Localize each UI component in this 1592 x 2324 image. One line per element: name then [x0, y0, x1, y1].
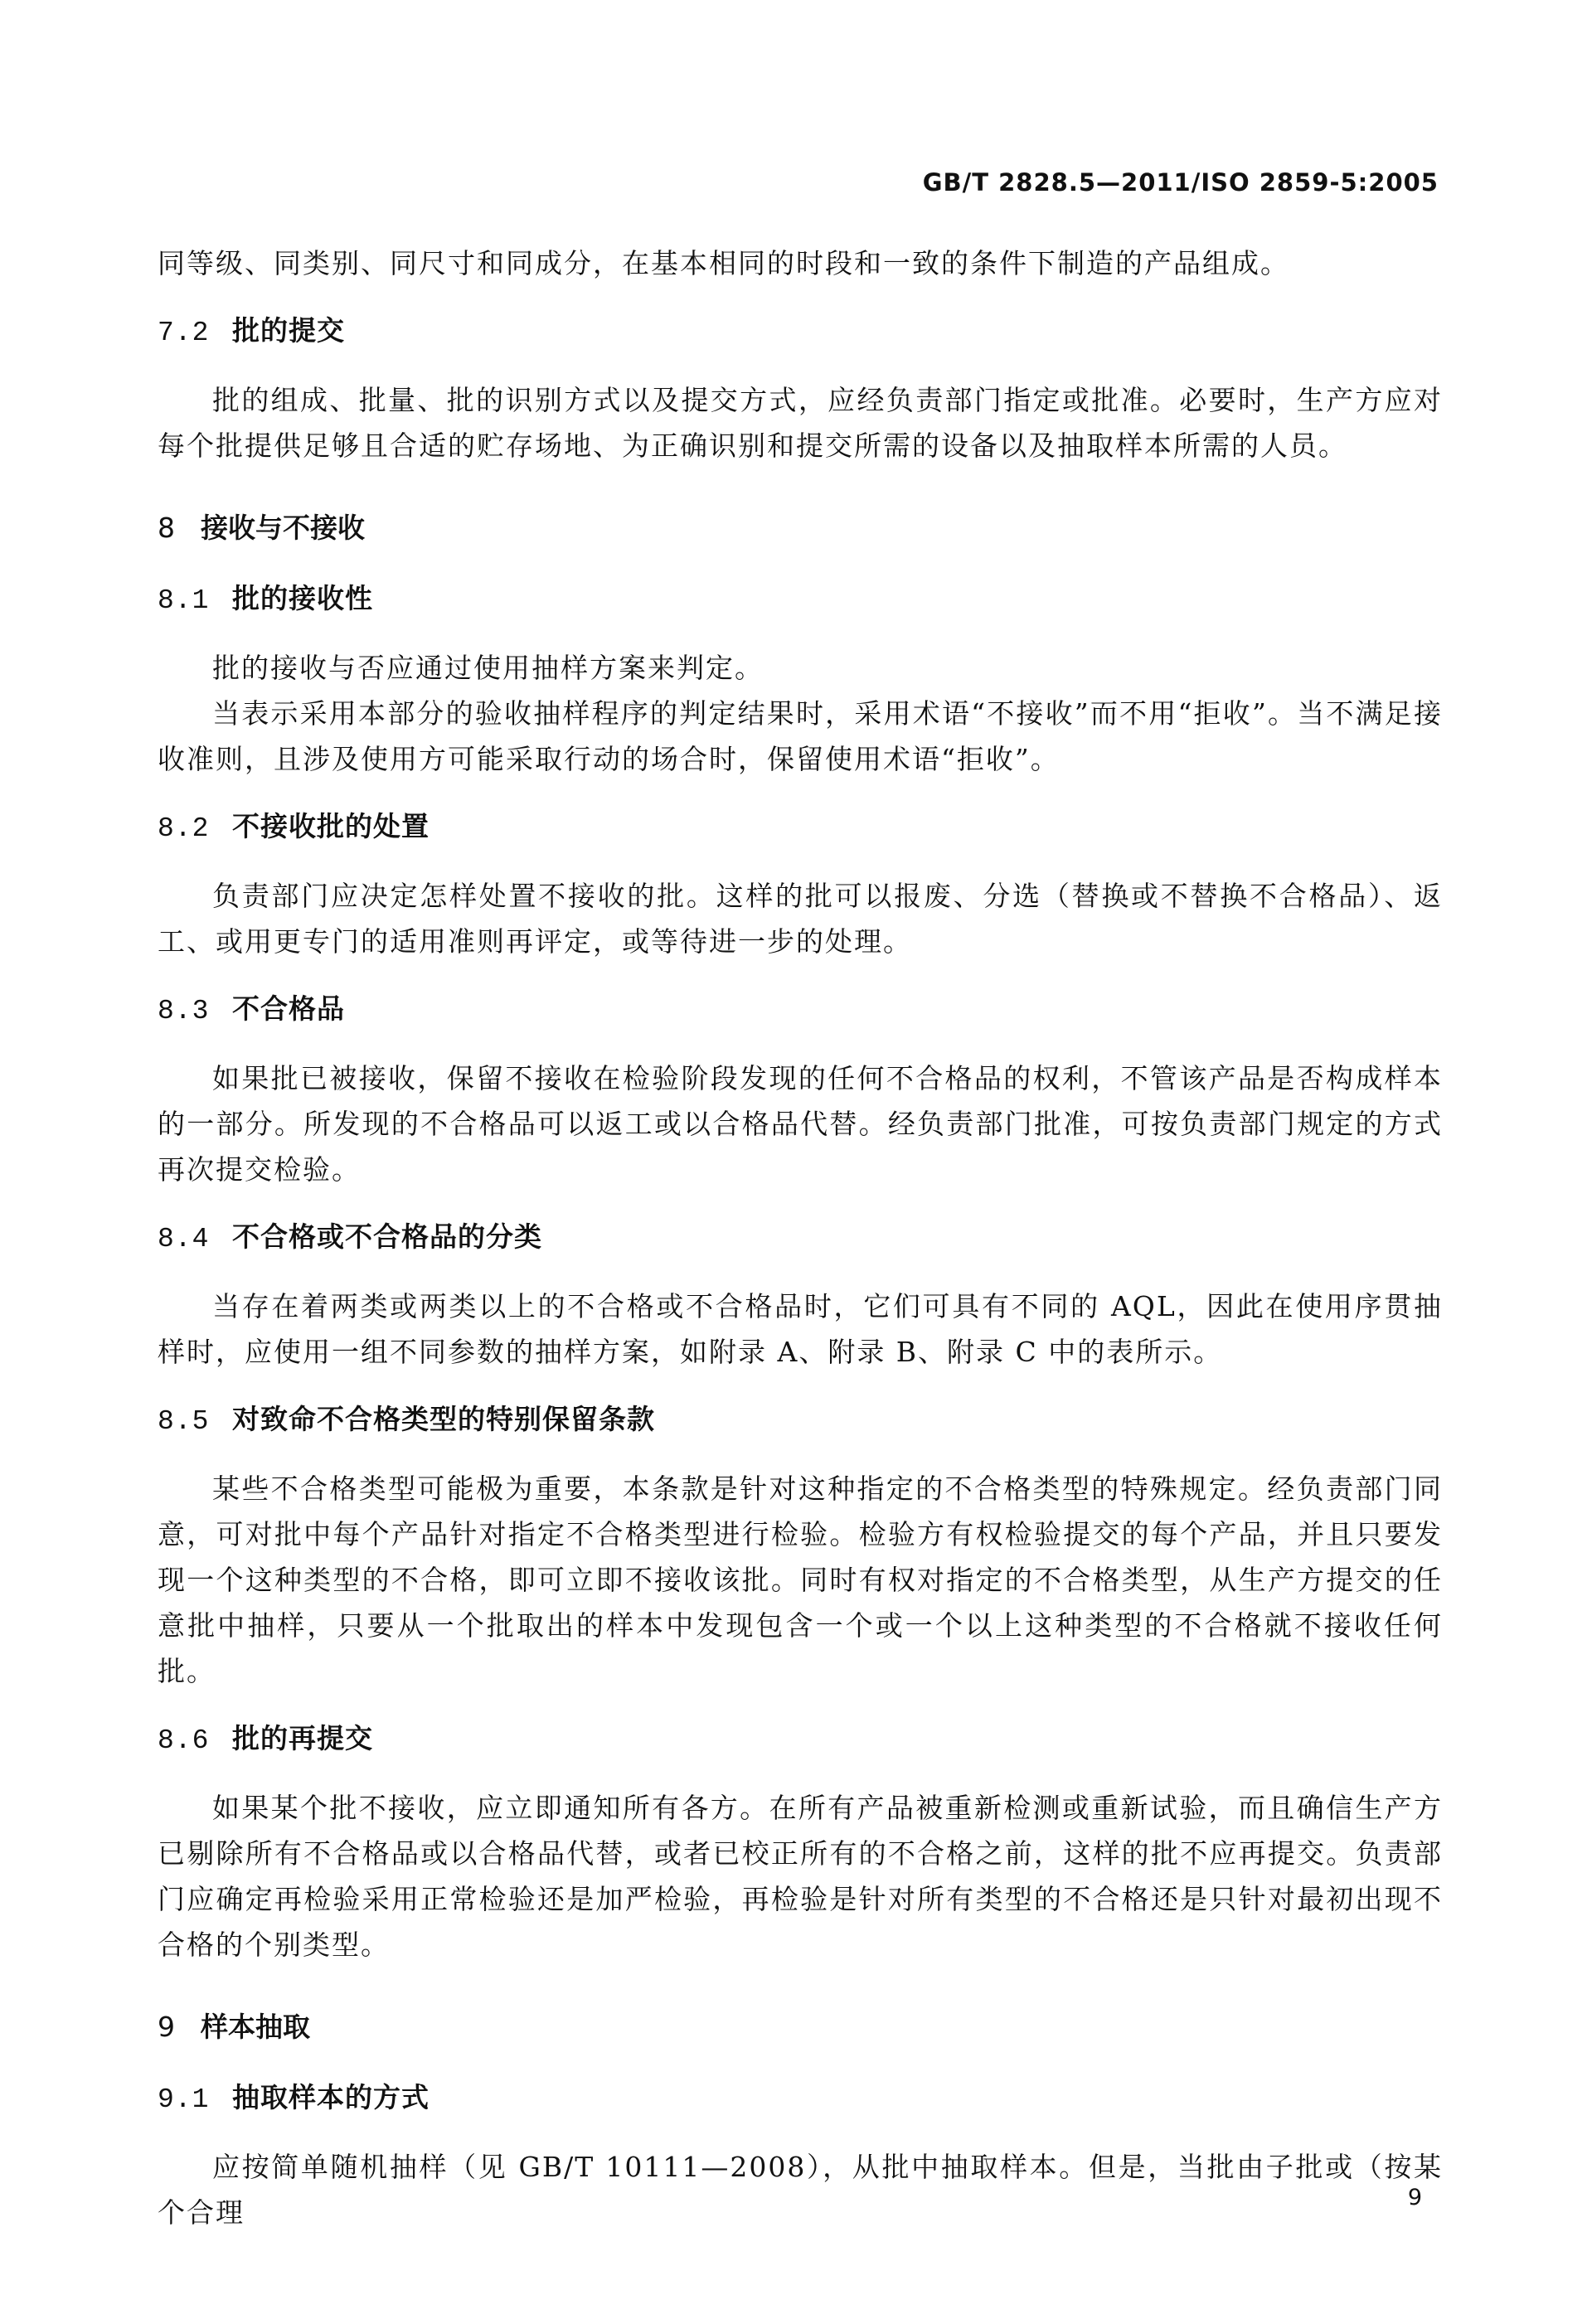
section-8-3-paragraph: 如果批已被接收，保留不接收在检验阶段发现的任何不合格品的权利，不管该产品是否构成样本的一部分。所发现的不合格品可以返工或以合格品代替。经负责部门批准，可按负责部门规定的方式再次提交检验。: [158, 1062, 1443, 1186]
intro-paragraph: 同等级、同类别、同尺寸和同成分，在基本相同的时段和一致的条件下制造的产品组成。: [158, 247, 1289, 279]
section-9-1-heading: 9.1 抽取样本的方式: [158, 2081, 430, 2115]
section-8-4-paragraph: 当存在着两类或两类以上的不合格或不合格品时，它们可具有不同的 AQL，因此在使用序贯抽样时，应使用一组不同参数的抽样方案，如附录 A、附录 B、附录 C 中的表所示。: [158, 1290, 1443, 1368]
section-8-1-paragraph-1: 批的接收与否应通过使用抽样方案来判定。: [212, 652, 764, 684]
section-8-2-paragraph: 负责部门应决定怎样处置不接收的批。这样的批可以报废、分选（替换或不替换不合格品）、返工、或用更专门的适用准则再评定，或等待进一步的处理。: [158, 880, 1443, 958]
section-9-1-paragraph: 应按简单随机抽样（见 GB/T 10111—2008），从批中抽取样本。但是，当批由子批或（按某个合理: [158, 2151, 1443, 2229]
section-8-heading: 8 接收与不接收: [158, 512, 365, 544]
standard-header: GB/T 2828.5—2011/ISO 2859-5:2005: [922, 168, 1439, 196]
section-8-6-heading: 8.6 批的再提交: [158, 1722, 373, 1756]
section-8-6-paragraph: 如果某个批不接收，应立即通知所有各方。在所有产品被重新检测或重新试验，而且确信生产方已剔除所有不合格品或以合格品代替，或者已校正所有的不合格之前，这样的批不应再提交。负责部门应确定再检验采用正常检验还是加严检验，再检验是针对所有类型的不合格还是只针对最初出现不合格的个别类型。: [158, 1792, 1443, 1961]
section-9-heading: 9 样本抽取: [158, 2011, 310, 2043]
section-7-2-paragraph: 批的组成、批量、批的识别方式以及提交方式，应经负责部门指定或批准。必要时，生产方应对每个批提供足够且合适的贮存场地、为正确识别和提交所需的设备以及抽取样本所需的人员。: [158, 384, 1443, 462]
page-number: 9: [1407, 2185, 1422, 2210]
page-content: [158, 240, 1443, 2235]
section-8-5-heading: 8.5 对致命不合格类型的特别保留条款: [158, 1403, 655, 1437]
section-8-2-heading: 8.2 不接收批的处置: [158, 810, 430, 844]
section-8-3-heading: 8.3 不合格品: [158, 992, 345, 1026]
section-8-1-heading: 8.1 批的接收性: [158, 582, 373, 616]
section-7-2-heading: 7.2 批的提交: [158, 314, 345, 348]
section-8-4-heading: 8.4 不合格或不合格品的分类: [158, 1220, 542, 1254]
section-8-1-paragraph-2: 当表示采用本部分的验收抽样程序的判定结果时，采用术语“不接收”而不用“拒收”。当不满足接收准则，且涉及使用方可能采取行动的场合时，保留使用术语“拒收”。: [158, 697, 1443, 775]
section-8-5-paragraph: 某些不合格类型可能极为重要，本条款是针对这种指定的不合格类型的特殊规定。经负责部门同意，可对批中每个产品针对指定不合格类型进行检验。检验方有权检验提交的每个产品，并且只要发现一个这种类型的不合格，即可立即不接收该批。同时有权对指定的不合格类型，从生产方提交的任意批中抽样，只要从一个批取出的样本中发现包含一个或一个以上这种类型的不合格就不接收任何批。: [158, 1473, 1443, 1687]
